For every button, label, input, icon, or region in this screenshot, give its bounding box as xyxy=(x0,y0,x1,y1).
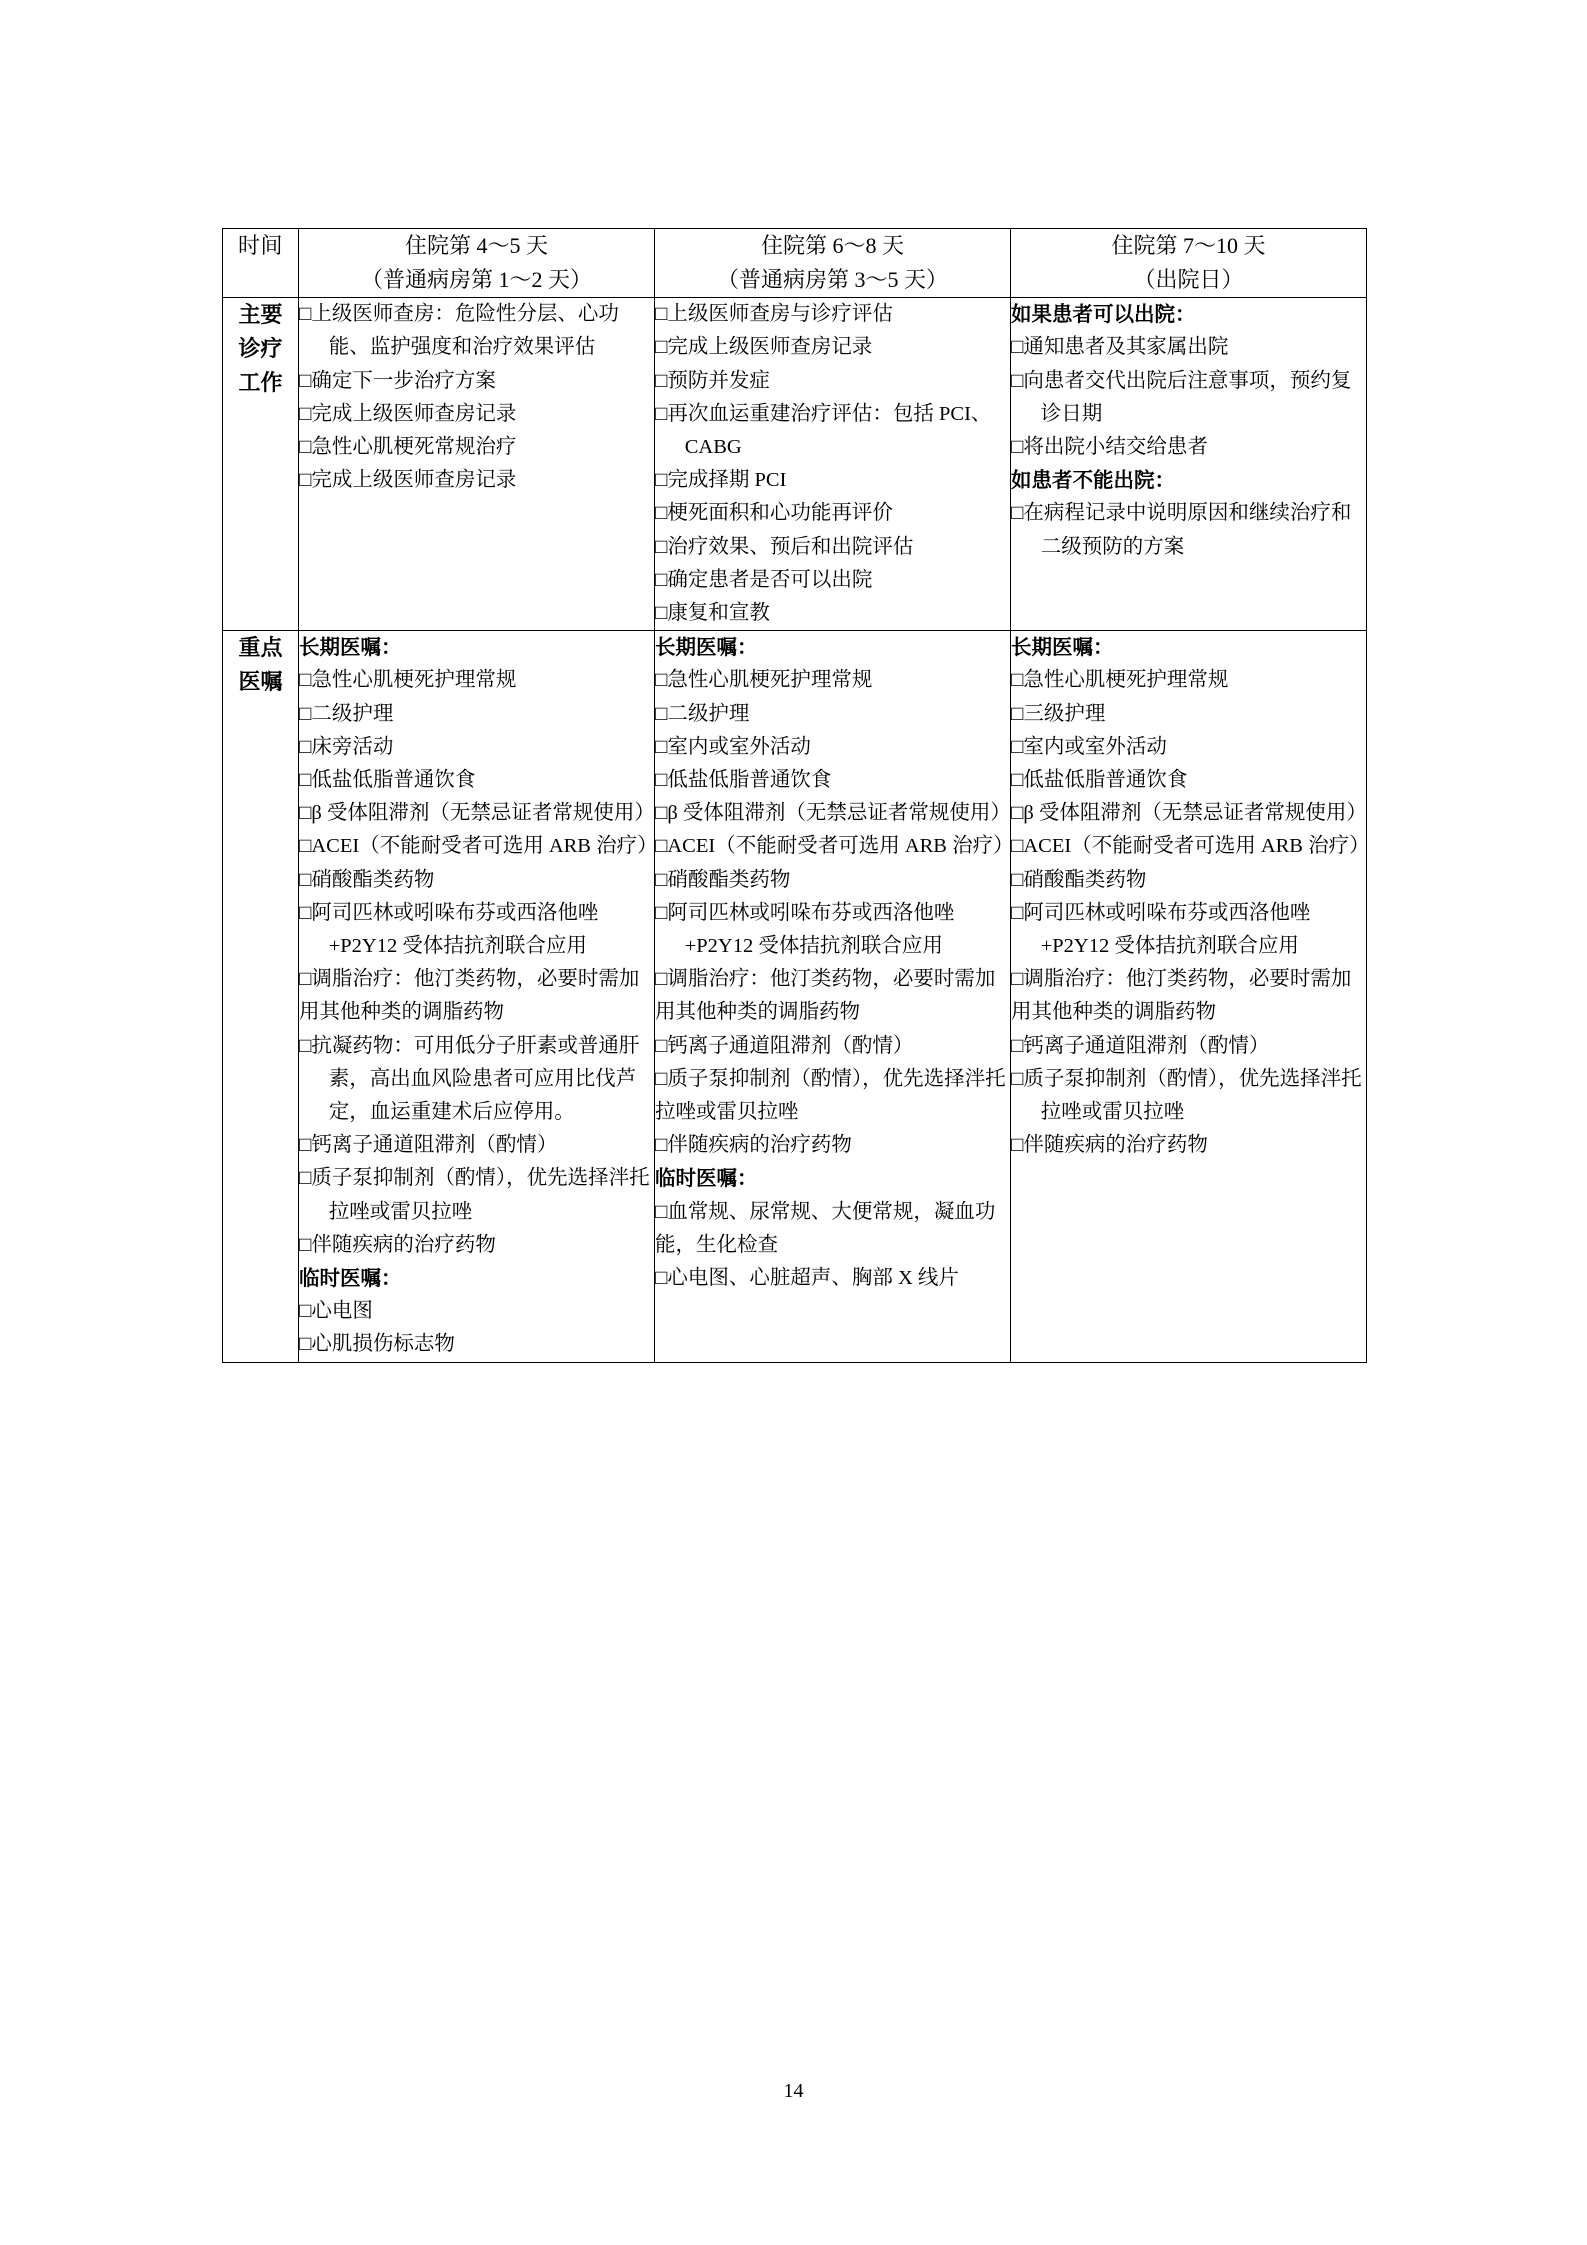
table-header-row xyxy=(223,229,1367,298)
checklist-item[interactable]: □质子泵抑制剂（酌情），优先选择泮托拉唑或雷贝拉唑 xyxy=(299,1167,650,1223)
checklist-item[interactable]: □硝酸酯类药物 xyxy=(1011,868,1147,891)
checklist-item[interactable]: □伴随疾病的治疗药物 xyxy=(299,1233,496,1256)
checklist-item[interactable]: □低盐低脂普通饮食 xyxy=(299,769,476,792)
checklist-item[interactable]: □室内或室外活动 xyxy=(655,735,811,758)
checklist-item[interactable]: □β 受体阻滞剂（无禁忌证者常规使用） xyxy=(655,802,1011,825)
checklist-item[interactable]: □β 受体阻滞剂（无禁忌证者常规使用） xyxy=(299,802,655,825)
checklist-item[interactable]: □在病程记录中说明原因和继续治疗和二级预防的方案 xyxy=(1011,502,1352,558)
checklist-item[interactable]: □床旁活动 xyxy=(299,735,394,758)
header-column-2-line1: 住院第 6～8 天 xyxy=(760,233,904,258)
checklist-item[interactable]: □低盐低脂普通饮食 xyxy=(655,769,832,792)
orders-group-heading: 临时医嘱： xyxy=(299,1267,402,1291)
cell-r1-c3 xyxy=(1011,298,1367,631)
row-label-line: 主要 xyxy=(238,302,283,328)
checklist-item[interactable]: □完成择期 PCI xyxy=(655,469,787,492)
checklist-item[interactable]: □确定患者是否可以出院 xyxy=(655,568,873,591)
checklist-item[interactable]: □急性心肌梗死护理常规 xyxy=(1011,669,1229,692)
time-label-text: 时间 xyxy=(237,233,283,258)
clinical-pathway-table xyxy=(222,228,1370,1363)
cell-r2-c1 xyxy=(299,631,658,1362)
header-column-3-line1: 住院第 7～10 天 xyxy=(1111,233,1266,258)
checklist-item[interactable]: □完成上级医师查房记录 xyxy=(299,469,517,492)
checklist-item[interactable]: □伴随疾病的治疗药物 xyxy=(655,1134,852,1157)
checklist-item[interactable]: □ACEI（不能耐受者可选用 ARB 治疗） xyxy=(299,835,658,858)
checklist-item[interactable]: □硝酸酯类药物 xyxy=(655,868,791,891)
row-label-2 xyxy=(223,631,299,1362)
checklist-item[interactable]: □预防并发症 xyxy=(655,369,770,392)
checklist-item[interactable]: □上级医师查房：危险性分层、心功能、监护强度和治疗效果评估 xyxy=(299,303,619,359)
checklist-item[interactable]: □二级护理 xyxy=(655,702,750,725)
checklist-item[interactable]: □ACEI（不能耐受者可选用 ARB 治疗） xyxy=(655,835,1014,858)
row-label-line: 工作 xyxy=(238,370,283,396)
header-column-2-line2: （普通病房第 3～5 天） xyxy=(716,267,948,293)
orders-group-heading: 如患者不能出院： xyxy=(1011,469,1175,493)
checklist-item[interactable]: □钙离子通道阻滞剂（酌情） xyxy=(1011,1034,1270,1057)
checklist-item[interactable]: □急性心肌梗死护理常规 xyxy=(655,669,873,692)
checklist-item[interactable]: □抗凝药物：可用低分子肝素或普通肝素，高出血风险患者可应用比伐芦定，血运重建术后应停用。 xyxy=(299,1034,640,1124)
checklist-item[interactable]: □心电图、心脏超声、胸部 X 线片 xyxy=(655,1267,959,1290)
checklist-item[interactable]: □三级护理 xyxy=(1011,702,1106,725)
checklist-item[interactable]: □心肌损伤标志物 xyxy=(299,1333,455,1356)
checklist-item[interactable]: □再次血运重建治疗评估：包括 PCI、CABG xyxy=(655,402,992,458)
header-column-3-line2: （出院日） xyxy=(1133,267,1244,293)
checklist-item[interactable]: □血常规、尿常规、大便常规，凝血功能，生化检查 xyxy=(655,1200,996,1256)
checklist-item[interactable]: □质子泵抑制剂（酌情），优先选择泮托拉唑或雷贝拉唑 xyxy=(655,1067,1006,1124)
checklist-item[interactable]: □调脂治疗：他汀类药物，必要时需加用其他种类的调脂药物 xyxy=(299,968,640,1024)
checklist-item[interactable]: □硝酸酯类药物 xyxy=(299,868,435,891)
checklist-item[interactable]: □阿司匹林或吲哚布芬或西洛他唑+P2Y12 受体拮抗剂联合应用 xyxy=(1011,901,1311,958)
checklist-item[interactable]: □急性心肌梗死护理常规 xyxy=(299,669,517,692)
cell-r2-c2 xyxy=(655,631,1014,1362)
checklist-item[interactable]: □将出院小结交给患者 xyxy=(1011,436,1208,458)
header-column-1-line2: （普通病房第 1～2 天） xyxy=(360,267,592,293)
header-time-label xyxy=(223,229,299,298)
checklist-item[interactable]: □心电图 xyxy=(299,1300,373,1323)
checklist-item[interactable]: □质子泵抑制剂（酌情），优先选择泮托拉唑或雷贝拉唑 xyxy=(1011,1067,1362,1124)
checklist-item[interactable]: □康复和宣教 xyxy=(655,602,770,625)
checklist-item[interactable]: □伴随疾病的治疗药物 xyxy=(1011,1134,1208,1157)
row-label-line: 诊疗 xyxy=(238,336,283,362)
checklist-item[interactable]: □完成上级医师查房记录 xyxy=(655,336,873,359)
checklist-item[interactable]: □向患者交代出院后注意事项，预约复诊日期 xyxy=(1011,369,1352,425)
row-label-line: 重点 xyxy=(238,635,283,661)
orders-group-heading: 长期医嘱： xyxy=(655,636,758,660)
header-column-1 xyxy=(299,229,655,298)
page-number: 14 xyxy=(783,2080,804,2102)
checklist-item[interactable]: □钙离子通道阻滞剂（酌情） xyxy=(299,1134,558,1157)
checklist-item[interactable]: □室内或室外活动 xyxy=(1011,735,1167,758)
row-label-1 xyxy=(223,298,299,631)
checklist-item[interactable]: □β 受体阻滞剂（无禁忌证者常规使用） xyxy=(1011,802,1367,825)
checklist-item[interactable]: □调脂治疗：他汀类药物，必要时需加用其他种类的调脂药物 xyxy=(1011,968,1352,1024)
checklist-item[interactable]: □钙离子通道阻滞剂（酌情） xyxy=(655,1034,914,1057)
orders-group-heading: 长期医嘱： xyxy=(299,636,402,660)
orders-group-heading: 临时医嘱： xyxy=(655,1167,758,1191)
orders-group-heading: 如果患者可以出院： xyxy=(1011,303,1196,327)
cell-r1-c2 xyxy=(655,298,1011,631)
checklist-item[interactable]: □低盐低脂普通饮食 xyxy=(1011,769,1188,792)
checklist-item[interactable]: □上级医师查房与诊疗评估 xyxy=(655,303,893,326)
checklist-item[interactable]: □通知患者及其家属出院 xyxy=(1011,336,1229,359)
checklist-item[interactable]: □急性心肌梗死常规治疗 xyxy=(299,436,517,458)
checklist-item[interactable]: □梗死面积和心功能再评价 xyxy=(655,502,893,525)
header-column-2 xyxy=(655,229,1011,298)
table-row xyxy=(223,298,1367,631)
table-row xyxy=(223,631,1367,1362)
checklist-item[interactable]: □确定下一步治疗方案 xyxy=(299,369,496,392)
orders-group-heading: 长期医嘱： xyxy=(1011,636,1114,660)
checklist-item[interactable]: □阿司匹林或吲哚布芬或西洛他唑+P2Y12 受体拮抗剂联合应用 xyxy=(655,901,955,958)
header-column-1-line1: 住院第 4～5 天 xyxy=(404,233,548,258)
cell-r2-c3 xyxy=(1011,631,1370,1362)
cell-r1-c1 xyxy=(299,298,655,631)
checklist-item[interactable]: □调脂治疗：他汀类药物，必要时需加用其他种类的调脂药物 xyxy=(655,968,996,1024)
row-label-line: 医嘱 xyxy=(238,669,283,695)
checklist-item[interactable]: □阿司匹林或吲哚布芬或西洛他唑+P2Y12 受体拮抗剂联合应用 xyxy=(299,901,599,958)
checklist-item[interactable]: □治疗效果、预后和出院评估 xyxy=(655,535,914,558)
checklist-item[interactable]: □完成上级医师查房记录 xyxy=(299,402,517,425)
checklist-item[interactable]: □ACEI（不能耐受者可选用 ARB 治疗） xyxy=(1011,835,1370,858)
header-column-3 xyxy=(1011,229,1367,298)
checklist-item[interactable]: □二级护理 xyxy=(299,702,394,725)
